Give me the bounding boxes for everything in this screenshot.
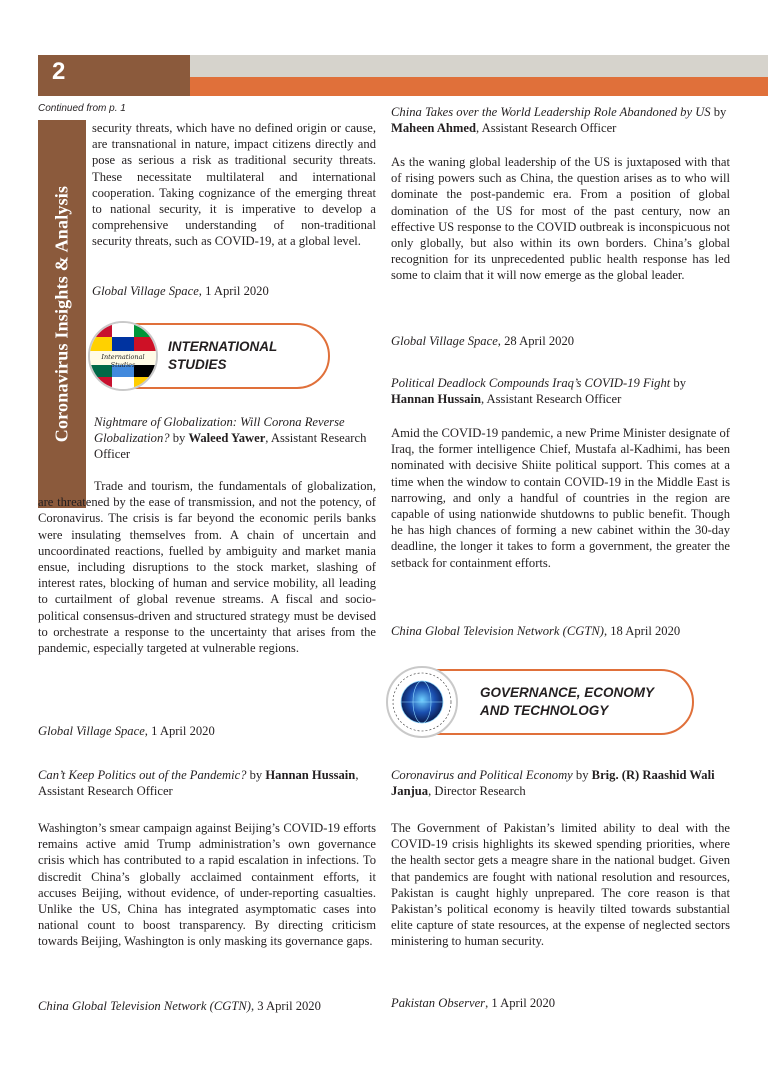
article-author: Waleed Yawer — [188, 431, 266, 445]
article-title: Political Deadlock Compounds Iraq’s COVID-19 Fight — [391, 376, 671, 390]
article-role: , Assistant Research Officer — [38, 768, 359, 798]
section-title-line2: AND TECHNOLOGY — [480, 703, 609, 718]
article-source — [391, 333, 730, 349]
article-body: Amid the COVID-19 pandemic, a new Prime Minister designate of Iraq, the former intelligence Chief, Mustafa al-Kadhimi, has been nominated with decisive Shiite political support. This comes at a time when the window to contain COVID-19 in the Middle East is narrowing, and only a handful of countries in the region are capable of using nationwide shutdowns to public benefit. Though he has high chances of forming a new cabinet within the 30-day deadline, the longer it takes to form a government, the greater the setback for containment efforts. — [391, 426, 730, 570]
intro-paragraph: security threats, which have no defined origin or cause, are transnational in nature, impact citizens directly and pose as serious a risk as traditional security threats. These necessitate multilateral and international cooperation. Taking cognizance of the emerging threat to national security, it is imperative to develop a comprehensive understanding of non-traditional security threats, such as COVID-19, at a global level. — [92, 121, 376, 249]
article-by: by — [169, 431, 189, 445]
page-number: 2 — [52, 58, 66, 85]
source-date: , 1 April 2020 — [485, 996, 556, 1010]
article-title: China Takes over the World Leadership Role Abandoned by US — [391, 105, 711, 119]
article-heading — [391, 375, 730, 407]
article-role: , Director Research — [428, 784, 526, 798]
article-role: , Assistant Research Officer — [480, 392, 622, 406]
source-publication: Pakistan Observer — [391, 996, 486, 1010]
article-source — [38, 723, 376, 739]
article-heading — [94, 414, 376, 462]
source-date: , 1 April 2020 — [144, 724, 215, 738]
article-body: As the waning global leadership of the US is juxtaposed with that of rising powers such as China, the question arises as to who will dominate the post-pandemic era. From a position of global domination of the US for most of the past century, now an effective US response to the COVID outbreak is inconspicuous not only globally, but also within its own borders. China’s global recognition for its unprecedented public health response has led some to claim that it will now emerge as the global leader. — [391, 155, 730, 283]
article-role: , Assistant Research Officer — [94, 431, 367, 461]
article-heading — [38, 767, 376, 799]
article-author: Brig. (R) Raashid Wali Janjua — [391, 768, 715, 798]
article-by: by — [670, 376, 687, 390]
article-role: , Assistant Research Officer — [476, 121, 617, 135]
article-title: Coronavirus and Political Economy — [391, 768, 573, 782]
article-by: by — [246, 768, 266, 782]
source-publication: Global Village Space — [391, 334, 498, 348]
governance-economy-technology-logo — [386, 666, 458, 738]
section-title-line1: INTERNATIONAL — [168, 339, 278, 354]
logo-caption — [386, 648, 387, 649]
source-date: , 18 April 2020 — [603, 624, 681, 638]
article-heading — [391, 767, 730, 799]
source-publication: Global Village Space — [38, 724, 145, 738]
article-title: Can’t Keep Politics out of the Pandemic? — [38, 768, 247, 782]
logo-text: International Studies — [101, 353, 145, 369]
section-title-governance — [480, 684, 654, 720]
article-source — [391, 623, 730, 639]
article-body: Washington’s smear campaign against Beijing’s COVID-19 efforts remains active amid Trump administration’s own governance crisis which has contributed to a rapid escalation in infections. To discredit China’s globally acclaimed containment efforts, it accuses Beijing, without evidence, of under-reporting casualties. Unlike the US, China has integrated asymptomatic cases into national count to boost transparency. By directing criticism towards Beijing, Washington is only masking its governance gaps. — [38, 821, 376, 949]
continued-note: Continued from p. 1 — [38, 103, 126, 114]
article-source — [38, 998, 376, 1014]
article-by: by — [572, 768, 592, 782]
article-heading — [391, 104, 730, 136]
article-by: by — [710, 105, 727, 119]
section-title-line2: STUDIES — [168, 357, 227, 372]
article-body: The Government of Pakistan’s limited ability to deal with the COVID-19 crisis highlights its skewed spending priorities, where the health sector gets a meagre share in the national budget. Given that pandemics are fought with national resolution and resources, Pakistan is caught highly unprepared. The core reason is that Pakistan’s political economy is heavily tilted towards substantial elite capture of state resources, at the expense of neglected sectors ministering to human security. — [391, 821, 730, 949]
section-title-line1: GOVERNANCE, ECONOMY — [480, 685, 655, 700]
article-title: Nightmare of Globalization: Will Corona Reverse Globalization? — [94, 415, 345, 445]
section-title-international-studies — [168, 338, 277, 374]
globe-icon — [388, 668, 456, 736]
sidebar-label: Coronavirus Insights & Analysis — [51, 185, 72, 443]
article-author: Maheen Ahmed — [391, 121, 477, 135]
source-date: , 1 April 2020 — [198, 284, 269, 298]
source-publication: Global Village Space — [92, 284, 199, 298]
article-author: Hannan Hussain — [391, 392, 481, 406]
article-body: Trade and tourism, the fundamentals of globalization, are threatened by the ease of transmission, and not the potency, of Coronavirus. The crisis is far beyond the economic perils banks were insulating themselves from. A chain of uncertain and uncoordinated reactions, fuelled by ambiguity and market mania ensue, including disruptions to the stock market, slashing of interest rates, blocking of human and service mobility, all leading to curtailment of global revenue streams. A fiscal and socio-political consensus-driven and structured strategy must be devised to orchestrate a response to the uncertainty that arises from the pandemic, especially targeted at vulnerable regions. — [38, 479, 376, 656]
article-author: Hannan Hussain — [265, 768, 356, 782]
international-studies-logo — [88, 321, 158, 391]
source-date: , 3 April 2020 — [250, 999, 321, 1013]
source-publication: China Global Television Network (CGTN) — [38, 999, 251, 1013]
header-grey-bar — [190, 55, 768, 77]
source-date: , 28 April 2020 — [497, 334, 575, 348]
intro-source — [92, 283, 376, 299]
source-publication: China Global Television Network (CGTN) — [391, 624, 604, 638]
article-source — [391, 995, 730, 1011]
header-orange-bar — [190, 77, 768, 96]
